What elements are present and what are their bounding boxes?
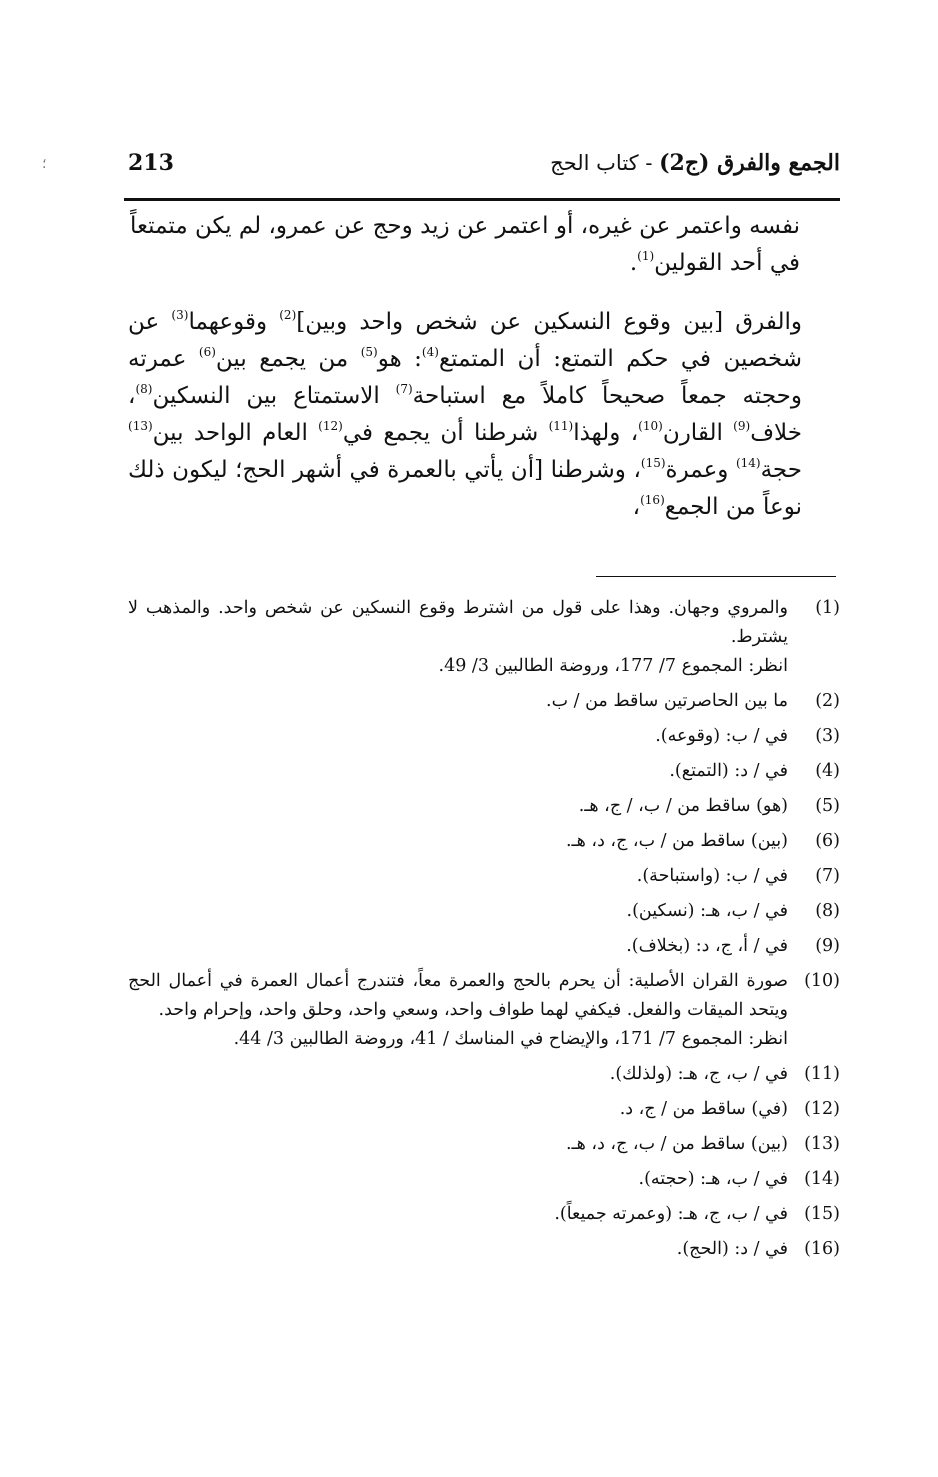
text-span: ، وشرطنا [أن يأتي بالعمرة في أشهر الحج؛ ليكون ذلك نوعاً من الجمع: [128, 457, 802, 520]
footnote-1: [128, 594, 840, 681]
footnote-body: والمروي وجهان. وهذا على قول من اشترط وقوع النسكين عن شخص واحد. والمذهب لا يشترط.: [128, 598, 788, 647]
footnote-number: (9): [815, 936, 840, 956]
footnote-3: [128, 722, 840, 751]
footnote-reference: انظر: المجموع 7/ 171، والإيضاح في المناسك / 41، وروضة الطالبين 3/ 44.: [233, 1029, 788, 1049]
footnote-ref-1[interactable]: (1): [637, 249, 655, 263]
text-span: ،: [632, 494, 641, 520]
footnote-9: [128, 932, 840, 961]
text-span: القارن: [662, 420, 734, 446]
footnote-11: [128, 1060, 840, 1089]
running-header: [128, 150, 840, 190]
footnote-7: [128, 862, 840, 891]
footnote-body: في / ب: (واستباحة).: [636, 866, 788, 886]
footnote-body: في / ب، ج، هـ: (وعمرته جميعاً).: [554, 1204, 788, 1224]
paragraph-1-line-1: نفسه واعتمر عن غيره، أو اعتمر عن زيد وحج عن عمرو، لم يكن متمتعاً: [130, 213, 800, 239]
footnote-ref-4[interactable]: (4): [421, 345, 439, 359]
footnote-number: (12): [804, 1099, 840, 1119]
header-title: [550, 150, 840, 176]
footnote-ref-6[interactable]: (6): [198, 345, 216, 359]
footnote-ref-15[interactable]: (15): [640, 456, 666, 470]
footnote-body: (بين) ساقط من / ب، ج، د، هـ.: [565, 1134, 788, 1154]
footnote-reference: انظر: المجموع 7/ 177، وروضة الطالبين 3/ 49.: [438, 656, 788, 676]
chapter-title: - كتاب الحج: [550, 151, 660, 175]
footnote-number: (6): [815, 831, 840, 851]
header-rule: [124, 198, 840, 201]
footnote-body: في / د: (الحج).: [676, 1239, 788, 1259]
paragraph-2: [128, 304, 840, 526]
text-span: ، ولهذا: [573, 420, 639, 446]
text-span: حجة: [760, 457, 802, 483]
main-text: [128, 208, 840, 526]
footnote-body: في / ب، هـ: (حجته).: [638, 1169, 788, 1189]
footnote-number: (10): [804, 971, 840, 991]
footnote-body: صورة القران الأصلية: أن يحرم بالحج والعمرة معاً، فتندرج أعمال العمرة في أعمال الحج ويتحد الميقات والفعل. فيكفي لهما طواف واحد، وسعي واحد، وحلق واحد، وإحرام واحد.: [128, 971, 788, 1020]
footnote-ref-11[interactable]: (11): [548, 419, 574, 433]
footnote-body: في / ب، هـ: (نسكين).: [626, 901, 788, 921]
text-span: من يجمع بين: [215, 346, 361, 372]
footnote-body: في / أ، ج، د: (بخلاف).: [626, 936, 788, 956]
footnote-number: (5): [815, 796, 840, 816]
footnote-2: [128, 687, 840, 716]
footnote-ref-16[interactable]: (16): [640, 493, 665, 507]
footnote-body: (في) ساقط من / ج، د.: [619, 1099, 788, 1119]
text-span: العام الواحد بين: [152, 420, 319, 446]
footnote-number: (3): [815, 726, 840, 746]
footnote-number: (7): [815, 866, 840, 886]
footnote-ref-9[interactable]: (9): [733, 419, 751, 433]
text-span: شرطنا أن يجمع في: [342, 420, 549, 446]
text-span: عمرته وحجته جمعاً صحيحاً كاملاً مع استباحة: [128, 346, 802, 409]
footnote-ref-8[interactable]: (8): [135, 382, 153, 396]
footnote-number: (13): [804, 1134, 840, 1154]
text-span: عن شخصين في حكم التمتع: أن المتمتع: [128, 309, 802, 372]
footnote-ref-10[interactable]: (10): [638, 419, 663, 433]
footnote-number: (1): [815, 598, 840, 618]
footnote-ref-5[interactable]: (5): [360, 345, 378, 359]
footnote-6: [128, 827, 840, 856]
footnote-text: [128, 594, 788, 681]
footnotes: [128, 594, 840, 1270]
footnote-15: [128, 1200, 840, 1229]
text-span: والفرق [بين وقوع النسكين عن شخص واحد وبين]: [296, 309, 802, 335]
footnote-text: [128, 967, 788, 1054]
footnote-number: (2): [815, 691, 840, 711]
footnote-separator: [596, 576, 836, 577]
text-span: : هو: [377, 346, 422, 372]
footnote-number: (14): [804, 1169, 840, 1189]
footnote-12: [128, 1095, 840, 1124]
footnote-4: [128, 757, 840, 786]
footnote-13: [128, 1130, 840, 1159]
footnote-16: [128, 1235, 840, 1264]
footnote-body: (هو) ساقط من / ب، / ج، هـ.: [578, 796, 788, 816]
margin-mark: ؛: [42, 156, 47, 172]
paragraph-1-line-2: في أحد القولين: [654, 250, 800, 276]
footnote-8: [128, 897, 840, 926]
footnote-10: [128, 967, 840, 1054]
text-span: الاستمتاع بين النسكين: [152, 383, 396, 409]
footnote-ref-2[interactable]: (2): [279, 308, 297, 322]
footnote-number: (8): [815, 901, 840, 921]
footnote-body: في / د: (التمتع).: [669, 761, 788, 781]
footnote-number: (11): [804, 1064, 840, 1084]
footnote-ref-3[interactable]: (3): [171, 308, 189, 322]
footnote-number: (4): [815, 761, 840, 781]
footnote-number: (16): [804, 1239, 840, 1259]
footnote-body: في / ب، ج، هـ: (ولذلك).: [609, 1064, 788, 1084]
footnote-ref-13[interactable]: (13): [128, 419, 153, 433]
book-title: الجمع والفرق (ج2): [659, 150, 840, 176]
footnote-14: [128, 1165, 840, 1194]
footnote-ref-7[interactable]: (7): [395, 382, 413, 396]
footnote-body: ما بين الحاصرتين ساقط من / ب.: [546, 691, 788, 711]
footnote-body: في / ب: (وقوعه).: [655, 726, 788, 746]
footnote-number: (15): [804, 1204, 840, 1224]
footnote-ref-14[interactable]: (14): [735, 456, 761, 470]
paragraph-1-end: .: [629, 250, 638, 276]
text-span: وعمرة: [665, 457, 736, 483]
footnote-body: (بين) ساقط من / ب، ج، د، هـ.: [565, 831, 788, 851]
footnote-ref-12[interactable]: (12): [318, 419, 343, 433]
footnote-5: [128, 792, 840, 821]
page-number: 213: [128, 150, 174, 176]
text-span: ، خلاف: [128, 383, 802, 446]
text-span: وقوعهما: [188, 309, 280, 335]
paragraph-1: [128, 208, 840, 282]
